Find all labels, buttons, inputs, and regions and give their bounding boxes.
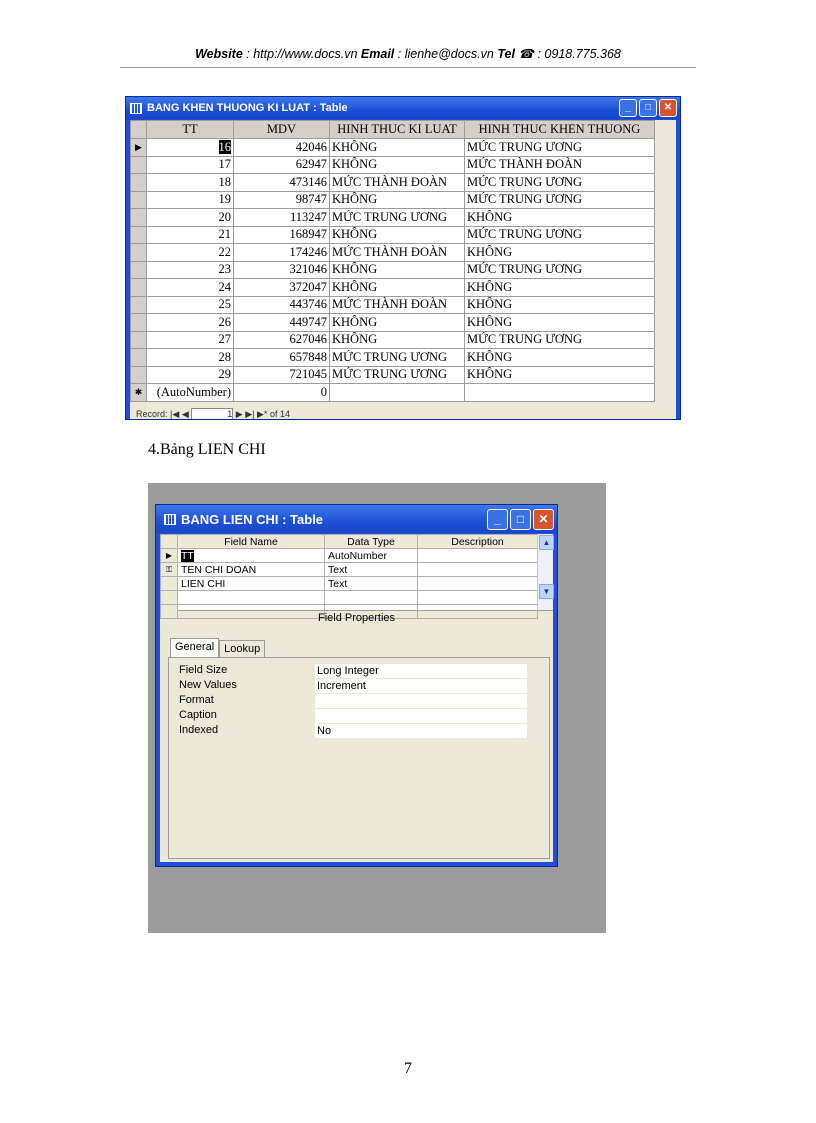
cell-khen-thuong[interactable]: MỨC TRUNG ƯƠNG: [465, 261, 655, 279]
cell-tt[interactable]: [147, 226, 234, 244]
scroll-down-icon[interactable]: ▼: [539, 584, 554, 599]
cell-ki-luat[interactable]: [330, 384, 465, 402]
cell-tt[interactable]: (AutoNumber): [147, 384, 234, 402]
column-header-tt[interactable]: TT: [147, 121, 234, 139]
cell-khen-thuong[interactable]: MỨC TRUNG ƯƠNG: [465, 331, 655, 349]
cell-tt-value: 20: [218, 209, 231, 224]
row-selector[interactable]: [131, 244, 147, 262]
cell-tt-value: 23: [218, 262, 231, 277]
cell-khen-thuong[interactable]: MỨC TRUNG ƯƠNG: [465, 174, 655, 192]
new-record-row[interactable]: [131, 384, 655, 402]
window-title: BANG LIEN CHI : Table: [181, 511, 324, 527]
cell-ki-luat[interactable]: MỨC THÀNH ĐOÀN: [330, 244, 465, 262]
cell-khen-thuong[interactable]: MỨC TRUNG ƯƠNG: [465, 191, 655, 209]
cell-mdv[interactable]: 62947: [234, 156, 330, 174]
cell-tt[interactable]: [147, 209, 234, 227]
cell-tt[interactable]: [147, 331, 234, 349]
column-header-mdv[interactable]: MDV: [234, 121, 330, 139]
cell-tt-value: 26: [218, 314, 231, 329]
field-name-cell[interactable]: [178, 591, 325, 605]
field-row[interactable]: [161, 549, 538, 563]
property-value-new-values[interactable]: Increment: [315, 679, 527, 693]
datasheet-body: [130, 120, 676, 419]
cell-mdv[interactable]: 627046: [234, 331, 330, 349]
cell-ki-luat[interactable]: KHÔNG: [330, 156, 465, 174]
row-selector[interactable]: [161, 591, 178, 605]
close-button[interactable]: ✕: [659, 99, 677, 117]
current-record-input[interactable]: 1: [191, 408, 233, 420]
table-window-khen-thuong[interactable]: [125, 96, 681, 420]
table-row[interactable]: [131, 349, 655, 367]
cell-mdv[interactable]: 321046: [234, 261, 330, 279]
property-value-caption[interactable]: [315, 709, 527, 723]
website-label: Website: [195, 47, 243, 61]
cell-tt[interactable]: [147, 156, 234, 174]
table-row[interactable]: [131, 226, 655, 244]
cell-mdv[interactable]: 98747: [234, 191, 330, 209]
cell-tt-value: 29: [218, 367, 231, 382]
table-row[interactable]: [131, 331, 655, 349]
separator: :: [394, 47, 405, 61]
general-properties-panel: [168, 657, 550, 859]
table-row[interactable]: [131, 279, 655, 297]
data-type-cell[interactable]: AutoNumber: [325, 549, 418, 563]
separator: :: [242, 47, 254, 61]
datasheet-grid: [130, 120, 655, 402]
email-label: Email: [360, 47, 395, 61]
cell-tt-value: 19: [218, 192, 231, 207]
cell-khen-thuong[interactable]: MỨC TRUNG ƯƠNG: [465, 226, 655, 244]
field-name-value: TT: [181, 549, 194, 562]
cell-khen-thuong[interactable]: KHÔNG: [465, 314, 655, 332]
column-header-data-type: Data Type: [325, 535, 418, 549]
property-label: Indexed: [179, 724, 219, 736]
website-url[interactable]: http://www.docs.vn: [253, 47, 358, 61]
cell-khen-thuong[interactable]: MỨC THÀNH ĐOÀN: [465, 156, 655, 174]
cell-mdv[interactable]: 443746: [234, 296, 330, 314]
field-name-value: TEN CHI DOAN: [181, 563, 257, 576]
cell-ki-luat[interactable]: KHÔNG: [330, 191, 465, 209]
cell-ki-luat[interactable]: KHÔNG: [330, 139, 465, 157]
field-name-value: LIEN CHI: [181, 577, 226, 590]
description-cell[interactable]: [418, 577, 538, 591]
cell-khen-thuong[interactable]: KHÔNG: [465, 296, 655, 314]
row-selector[interactable]: [131, 156, 147, 174]
cell-tt-value: 22: [218, 244, 231, 259]
table-row[interactable]: [131, 366, 655, 384]
design-view-body: [160, 534, 553, 862]
maximize-button[interactable]: □: [639, 99, 657, 117]
data-type-cell[interactable]: Text: [325, 563, 418, 577]
cell-khen-thuong[interactable]: KHÔNG: [465, 279, 655, 297]
cell-mdv[interactable]: 657848: [234, 349, 330, 367]
record-label: Record:: [136, 409, 168, 419]
cell-tt[interactable]: [147, 279, 234, 297]
cell-tt[interactable]: [147, 244, 234, 262]
current-record-icon[interactable]: ▶: [131, 139, 147, 157]
minimize-button[interactable]: _: [619, 99, 637, 117]
property-label: Field Size: [179, 664, 228, 676]
table-icon: [164, 514, 176, 525]
header-divider: [120, 67, 696, 68]
table-row[interactable]: [131, 296, 655, 314]
description-cell[interactable]: [418, 563, 538, 577]
cell-tt[interactable]: [147, 174, 234, 192]
table-row[interactable]: [131, 261, 655, 279]
cell-tt-value: 27: [218, 332, 231, 347]
cell-tt[interactable]: [147, 191, 234, 209]
cell-mdv[interactable]: 449747: [234, 314, 330, 332]
minimize-button[interactable]: _: [487, 509, 508, 530]
row-selector[interactable]: [131, 331, 147, 349]
cell-ki-luat[interactable]: KHÔNG: [330, 279, 465, 297]
cell-ki-luat[interactable]: MỨC TRUNG ƯƠNG: [330, 209, 465, 227]
email-address[interactable]: lienhe@docs.vn: [404, 47, 494, 61]
cell-khen-thuong[interactable]: [465, 384, 655, 402]
field-name-cell[interactable]: [178, 563, 325, 577]
record-count: of 14: [269, 409, 290, 419]
property-value-format[interactable]: [315, 694, 527, 708]
tel-value: : 0918.775.368: [534, 47, 621, 61]
property-label: Format: [179, 694, 214, 706]
section-title: 4.Bảng LIEN CHI: [148, 441, 266, 458]
cell-ki-luat[interactable]: MỨC THÀNH ĐOÀN: [330, 174, 465, 192]
description-cell[interactable]: [418, 591, 538, 605]
cell-tt-value: 21: [218, 227, 231, 242]
cell-khen-thuong[interactable]: KHÔNG: [465, 366, 655, 384]
cell-tt[interactable]: [147, 139, 234, 157]
cell-khen-thuong[interactable]: KHÔNG: [465, 209, 655, 227]
field-row[interactable]: [161, 563, 538, 577]
row-selector[interactable]: [131, 349, 147, 367]
cell-tt-value: 28: [218, 349, 231, 364]
row-selector[interactable]: [131, 261, 147, 279]
cell-tt-value: 25: [218, 297, 231, 312]
cell-khen-thuong[interactable]: KHÔNG: [465, 349, 655, 367]
row-selector[interactable]: [131, 226, 147, 244]
tab-lookup[interactable]: Lookup: [219, 640, 265, 659]
row-selector[interactable]: [131, 314, 147, 332]
cell-ki-luat[interactable]: MỨC TRUNG ƯƠNG: [330, 349, 465, 367]
cell-tt[interactable]: [147, 366, 234, 384]
cell-mdv[interactable]: 721045: [234, 366, 330, 384]
scroll-up-icon[interactable]: ▲: [539, 535, 554, 550]
field-name-cell[interactable]: [178, 577, 325, 591]
first-record-button[interactable]: |◀: [170, 409, 180, 419]
last-record-button[interactable]: ▶|: [245, 409, 255, 419]
cell-tt-value: 18: [218, 174, 231, 189]
window-titlebar[interactable]: [126, 97, 680, 119]
primary-key-icon[interactable]: ⚿: [161, 563, 178, 577]
window-title: BANG KHEN THUONG KI LUAT : Table: [147, 102, 348, 114]
cell-ki-luat[interactable]: MỨC THÀNH ĐOÀN: [330, 296, 465, 314]
tab-general[interactable]: General: [170, 638, 219, 659]
cell-mdv[interactable]: 372047: [234, 279, 330, 297]
row-selector[interactable]: [131, 279, 147, 297]
column-header-khen-thuong[interactable]: HINH THUC KHEN THUONG: [465, 121, 655, 139]
maximize-button[interactable]: □: [510, 509, 531, 530]
property-label: Caption: [179, 709, 217, 721]
table-window-lien-chi[interactable]: [155, 504, 558, 867]
cell-tt-value: 17: [218, 157, 231, 172]
description-cell[interactable]: [418, 549, 538, 563]
data-type-cell[interactable]: Text: [325, 577, 418, 591]
table-row[interactable]: [131, 209, 655, 227]
cell-khen-thuong[interactable]: MỨC TRUNG ƯƠNG: [465, 139, 655, 157]
row-selector[interactable]: [131, 209, 147, 227]
table-icon: [130, 103, 142, 114]
row-selector-header: [161, 535, 178, 549]
row-selector[interactable]: [131, 296, 147, 314]
cell-mdv[interactable]: 168947: [234, 226, 330, 244]
table-row[interactable]: [131, 244, 655, 262]
new-record-icon: ✱: [131, 384, 147, 402]
phone-icon: ☎: [518, 47, 534, 61]
table-row[interactable]: [131, 314, 655, 332]
cell-ki-luat[interactable]: KHÔNG: [330, 314, 465, 332]
table-row[interactable]: [131, 156, 655, 174]
row-selector[interactable]: [131, 191, 147, 209]
current-row-icon[interactable]: ▶: [161, 549, 178, 563]
field-properties-label: Field Properties: [317, 612, 396, 624]
field-row[interactable]: [161, 577, 538, 591]
cell-tt[interactable]: [147, 314, 234, 332]
data-type-cell[interactable]: [325, 591, 418, 605]
cell-mdv[interactable]: 113247: [234, 209, 330, 227]
new-record-button[interactable]: ▶*: [256, 409, 268, 419]
cell-ki-luat[interactable]: KHÔNG: [330, 331, 465, 349]
record-navigation: [130, 408, 290, 420]
cell-mdv[interactable]: 473146: [234, 174, 330, 192]
property-value-field-size[interactable]: Long Integer: [315, 664, 527, 678]
cell-khen-thuong[interactable]: KHÔNG: [465, 244, 655, 262]
cell-tt-value: 24: [218, 279, 231, 294]
row-selector[interactable]: [131, 366, 147, 384]
property-value-indexed[interactable]: No: [315, 724, 527, 738]
cell-mdv[interactable]: 0: [234, 384, 330, 402]
close-button[interactable]: ✕: [533, 509, 554, 530]
cell-tt-value: 16: [218, 139, 231, 154]
cell-ki-luat[interactable]: KHÔNG: [330, 261, 465, 279]
property-label: New Values: [179, 679, 237, 691]
vertical-scrollbar[interactable]: [537, 534, 553, 610]
column-header-description: Description: [418, 535, 538, 549]
empty-field-row[interactable]: [161, 591, 538, 605]
column-header-field-name: Field Name: [178, 535, 325, 549]
cell-mdv[interactable]: 42046: [234, 139, 330, 157]
page-header: [120, 46, 696, 61]
field-design-grid: [160, 534, 553, 611]
select-all-corner[interactable]: [131, 121, 147, 139]
table-row[interactable]: [131, 191, 655, 209]
cell-tt[interactable]: [147, 261, 234, 279]
cell-ki-luat[interactable]: KHÔNG: [330, 226, 465, 244]
cell-ki-luat[interactable]: MỨC TRUNG ƯƠNG: [330, 366, 465, 384]
cell-tt[interactable]: [147, 349, 234, 367]
cell-tt[interactable]: [147, 296, 234, 314]
tel-label: Tel: [497, 47, 515, 61]
next-record-button[interactable]: ▶: [235, 409, 243, 419]
row-selector[interactable]: [161, 577, 178, 591]
column-header-ki-luat[interactable]: HINH THUC KI LUAT: [330, 121, 465, 139]
field-name-cell[interactable]: [178, 549, 325, 563]
cell-mdv[interactable]: 174246: [234, 244, 330, 262]
table-row[interactable]: [131, 139, 655, 157]
window-titlebar[interactable]: [156, 505, 557, 533]
table-row[interactable]: [131, 174, 655, 192]
page-number: 7: [404, 1060, 412, 1077]
prev-record-button[interactable]: ◀: [181, 409, 189, 419]
row-selector[interactable]: [131, 174, 147, 192]
